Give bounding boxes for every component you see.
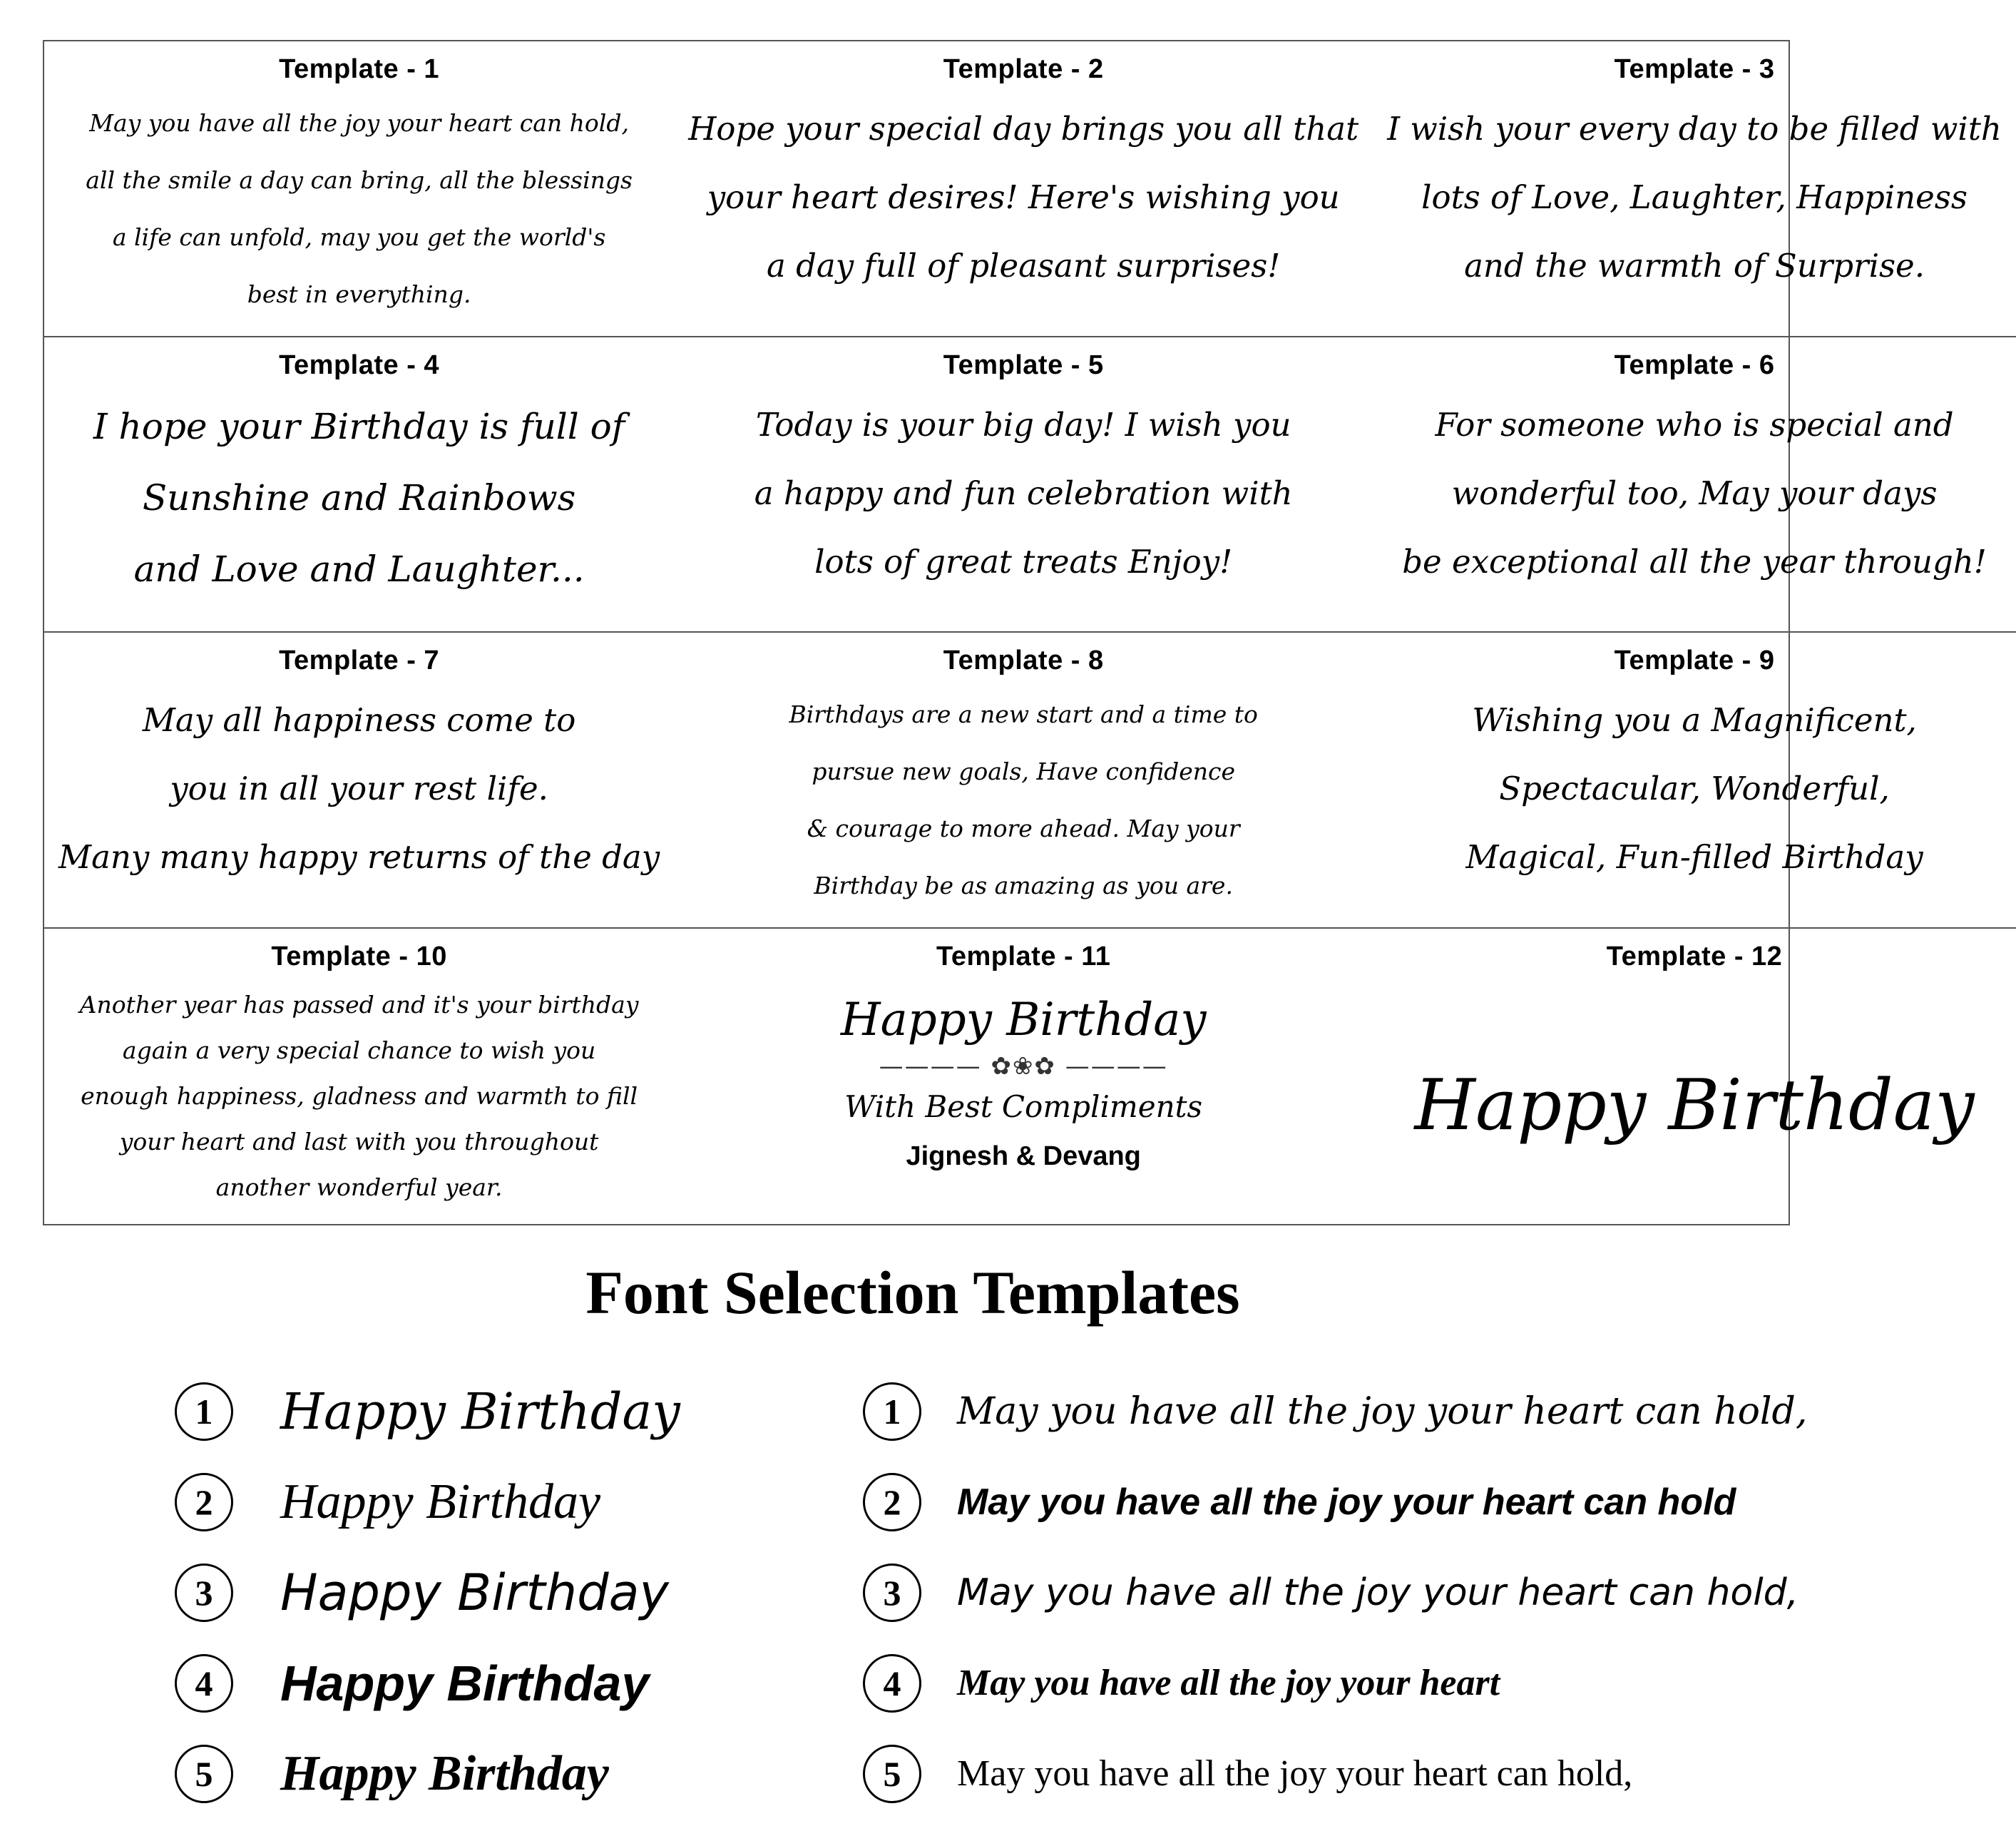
- template-title: Template - 8: [943, 646, 1104, 675]
- message-line: Birthdays are a new start and a time to: [789, 700, 1258, 728]
- template-title: Template - 9: [1614, 646, 1775, 675]
- font-sample: May you have all the joy your heart: [957, 1663, 1500, 1703]
- option-number-badge: 4: [863, 1654, 921, 1713]
- option-number-badge: 3: [175, 1564, 233, 1622]
- font-sample: May you have all the joy your heart can hold,: [957, 1753, 1633, 1794]
- option-number-badge: 2: [175, 1473, 233, 1531]
- option-number-badge: 1: [175, 1382, 233, 1441]
- message-line: pursue new goals, Have confidence: [812, 758, 1236, 785]
- font-option[interactable]: [175, 1638, 680, 1728]
- message-line: a life can unfold, may you get the world's: [112, 223, 606, 251]
- message-line: & courage to more ahead. May your: [807, 815, 1240, 842]
- message-line: May all happiness come to: [142, 701, 576, 739]
- font-sample: Happy Birthday: [280, 1474, 601, 1529]
- template-message: [688, 686, 1359, 914]
- message-line: a day full of pleasant surprises!: [766, 247, 1281, 285]
- message-line: your heart desires! Here's wishing you: [707, 178, 1340, 216]
- templates-grid: [43, 40, 2002, 1225]
- template-message: [1387, 95, 2002, 300]
- font-option[interactable]: [863, 1457, 1807, 1547]
- template-card-11: [674, 929, 1373, 1225]
- template-title: Template - 3: [1614, 54, 1775, 84]
- template-card-1: [44, 41, 674, 337]
- template-card-5: [674, 337, 1373, 633]
- template-card-4: [44, 337, 674, 633]
- font-sample: Happy Birthday: [280, 1382, 680, 1441]
- message-line: you in all your rest life.: [170, 770, 548, 807]
- font-option[interactable]: [175, 1547, 680, 1638]
- message-line: wonderful too, May your days: [1451, 474, 1938, 512]
- option-number-badge: 5: [175, 1745, 233, 1803]
- message-line: Hope your special day brings you all that: [688, 110, 1359, 148]
- font-option[interactable]: [175, 1728, 680, 1819]
- template-card-2: [674, 41, 1373, 337]
- font-option[interactable]: [863, 1547, 1807, 1638]
- message-line: again a very special chance to wish you: [122, 1036, 596, 1064]
- message-line: Wishing you a Magnificent,: [1472, 701, 1917, 739]
- message-line: Many many happy returns of the day: [58, 838, 660, 876]
- message-line: your heart and last with you throughout: [119, 1127, 599, 1156]
- font-option[interactable]: [863, 1728, 1807, 1819]
- font-option[interactable]: [863, 1366, 1807, 1457]
- message-line: Spectacular, Wonderful,: [1499, 770, 1890, 807]
- template-message: [58, 982, 660, 1210]
- message-line: Birthday be as amazing as you are.: [814, 872, 1233, 899]
- template-title: Template - 5: [943, 350, 1104, 380]
- message-line: another wonderful year.: [215, 1173, 503, 1201]
- template-message: [58, 391, 660, 605]
- message-line: Another year has passed and it's your birthday: [79, 990, 639, 1019]
- template-message: [1387, 391, 2002, 596]
- option-number-badge: 2: [863, 1473, 921, 1531]
- template-title: Template - 1: [279, 54, 440, 84]
- font-option[interactable]: [863, 1638, 1807, 1728]
- option-number-badge: 5: [863, 1745, 921, 1803]
- message-line: lots of Love, Laughter, Happiness: [1421, 178, 1968, 216]
- section-title: Font Selection Templates: [585, 1258, 1240, 1327]
- template-card-10: [44, 929, 674, 1225]
- message-line: a happy and fun celebration with: [754, 474, 1293, 512]
- template-title: Template - 10: [271, 941, 447, 971]
- message-line: Today is your big day! I wish you: [755, 405, 1291, 444]
- template-title: Template - 11: [936, 941, 1111, 971]
- template-title: Template - 2: [943, 54, 1104, 84]
- template-card-7: [44, 633, 674, 929]
- template-title: Template - 4: [279, 350, 440, 380]
- template-card-3: [1373, 41, 2016, 337]
- message-line: May you have all the joy your heart can hold,: [89, 109, 629, 137]
- font-sample: May you have all the joy your heart can hold: [957, 1481, 1736, 1523]
- ornament-divider-icon: ———— ✿❀✿ ————: [879, 1051, 1168, 1081]
- font-option[interactable]: [175, 1366, 680, 1457]
- template-names: Jignesh & Devang: [906, 1141, 1141, 1171]
- template-title: Template - 12: [1606, 941, 1783, 971]
- font-option[interactable]: [175, 1457, 680, 1547]
- template-title: Template - 7: [279, 646, 440, 675]
- font-samples-heading-list: [175, 1366, 680, 1819]
- message-line: and Love and Laughter...: [133, 548, 585, 590]
- font-sample: May you have all the joy your heart can hold,: [957, 1571, 1799, 1614]
- template-message: [688, 95, 1359, 300]
- font-sample: Happy Birthday: [280, 1563, 669, 1622]
- message-line: all the smile a day can bring, all the blessings: [86, 166, 633, 194]
- font-sample: Happy Birthday: [280, 1745, 609, 1801]
- template-card-6: [1373, 337, 2016, 633]
- template-message: [58, 95, 660, 323]
- message-line: enough happiness, gladness and warmth to fill: [81, 1081, 638, 1110]
- message-line: Magical, Fun-filled Birthday: [1465, 838, 1923, 876]
- font-sample: May you have all the joy your heart can hold,: [957, 1389, 1808, 1433]
- message-line: and the warmth of Surprise.: [1464, 247, 1925, 285]
- message-line: Sunshine and Rainbows: [142, 476, 576, 519]
- template-message: [1387, 686, 2002, 892]
- message-line: I hope your Birthday is full of: [93, 405, 625, 447]
- message-line: For someone who is special and: [1435, 405, 1954, 444]
- template-heading: Happy Birthday: [1414, 1064, 1975, 1146]
- template-subheading: With Best Compliments: [844, 1088, 1203, 1124]
- template-card-12: [1373, 929, 2016, 1225]
- font-samples-message-list: [863, 1366, 1807, 1819]
- message-line: be exceptional all the year through!: [1402, 542, 1987, 581]
- template-card-8: [674, 633, 1373, 929]
- option-number-badge: 3: [863, 1564, 921, 1622]
- message-line: lots of great treats Enjoy!: [814, 542, 1233, 581]
- option-number-badge: 1: [863, 1382, 921, 1441]
- option-number-badge: 4: [175, 1654, 233, 1713]
- template-card-9: [1373, 633, 2016, 929]
- message-line: I wish your every day to be filled with: [1387, 110, 2002, 148]
- template-title: Template - 6: [1614, 350, 1775, 380]
- font-sample: Happy Birthday: [280, 1655, 650, 1711]
- message-line: best in everything.: [247, 280, 471, 308]
- template-message: [688, 391, 1359, 596]
- template-heading: Happy Birthday: [840, 993, 1207, 1046]
- template-message: [58, 686, 660, 892]
